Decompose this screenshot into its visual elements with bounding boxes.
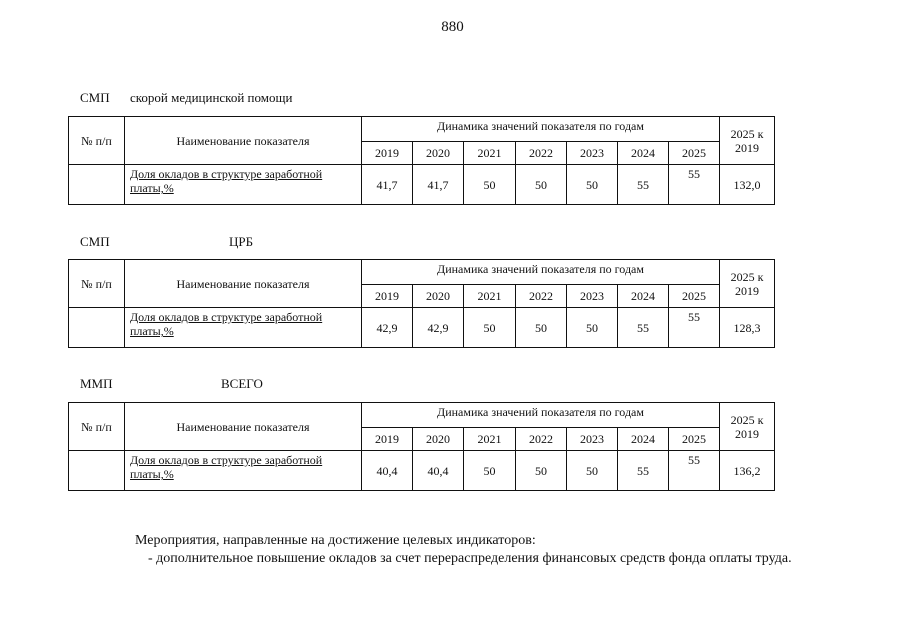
- value-cell: 42,9: [362, 308, 413, 348]
- indicator-name: [125, 165, 362, 205]
- row-num: [69, 165, 125, 205]
- year-header: 2023: [567, 142, 618, 165]
- section-code: ММП: [80, 376, 113, 391]
- header-name: Наименование показателя: [125, 117, 362, 165]
- year-header: 2022: [516, 428, 567, 451]
- measures-item-text: - дополнительное повышение окладов за счет перераспределения финансовых средств фонда оплаты труда.: [148, 551, 792, 566]
- year-header: 2024: [618, 285, 669, 308]
- header-ratio: 2025 к 2019: [720, 260, 775, 308]
- year-header: 2021: [464, 285, 516, 308]
- header-dynamics: Динамика значений показателя по годам: [362, 260, 720, 285]
- section-title: скорой медицинской помощи: [130, 90, 293, 105]
- indicator-table-1: [68, 116, 775, 205]
- ratio-cell: 132,0: [720, 165, 775, 205]
- header-num: № п/п: [69, 260, 125, 308]
- value-cell: 50: [464, 165, 516, 205]
- year-header: 2022: [516, 285, 567, 308]
- value-cell: 50: [567, 165, 618, 205]
- header-ratio: 2025 к 2019: [720, 117, 775, 165]
- row-num: [69, 308, 125, 348]
- year-header: 2019: [362, 142, 413, 165]
- year-header: 2023: [567, 285, 618, 308]
- header-dynamics: Динамика значений показателя по годам: [362, 117, 720, 142]
- value-cell: 42,9: [413, 308, 464, 348]
- section-3-heading: [0, 376, 905, 394]
- value-cell: 41,7: [413, 165, 464, 205]
- indicator-name: [125, 451, 362, 491]
- year-header: 2021: [464, 142, 516, 165]
- section-2-heading: [0, 234, 905, 252]
- value-cell: 50: [464, 451, 516, 491]
- value-cell: 55: [618, 165, 669, 205]
- year-header: 2023: [567, 428, 618, 451]
- section-code: СМП: [80, 234, 110, 249]
- year-header: 2021: [464, 428, 516, 451]
- indicator-name-text: Доля окладов в структуре заработной платы,%: [130, 310, 323, 338]
- value-cell: 50: [516, 308, 567, 348]
- value-cell: 50: [516, 165, 567, 205]
- value-cell: 40,4: [413, 451, 464, 491]
- row-num: [69, 451, 125, 491]
- year-header: 2025: [669, 428, 720, 451]
- year-header: 2020: [413, 285, 464, 308]
- year-header: 2024: [618, 142, 669, 165]
- year-header: 2020: [413, 142, 464, 165]
- year-header: 2019: [362, 285, 413, 308]
- table-row: [69, 451, 775, 491]
- value-cell: 55: [618, 308, 669, 348]
- header-ratio: 2025 к 2019: [720, 403, 775, 451]
- ratio-cell: 128,3: [720, 308, 775, 348]
- value-cell: 50: [464, 308, 516, 348]
- header-num: № п/п: [69, 403, 125, 451]
- section-title: ВСЕГО: [221, 376, 263, 391]
- indicator-table-3: [68, 402, 775, 491]
- page-number: 880: [441, 19, 464, 35]
- ratio-cell: 136,2: [720, 451, 775, 491]
- value-cell: 55: [669, 165, 720, 205]
- year-header: 2025: [669, 142, 720, 165]
- header-dynamics: Динамика значений показателя по годам: [362, 403, 720, 428]
- header-name: Наименование показателя: [125, 403, 362, 451]
- value-cell: 50: [516, 451, 567, 491]
- header-num: № п/п: [69, 117, 125, 165]
- value-cell: 41,7: [362, 165, 413, 205]
- section-1-heading: [0, 90, 905, 108]
- section-title: ЦРБ: [229, 234, 254, 249]
- header-name: Наименование показателя: [125, 260, 362, 308]
- value-cell: 55: [669, 308, 720, 348]
- year-header: 2025: [669, 285, 720, 308]
- value-cell: 40,4: [362, 451, 413, 491]
- value-cell: 55: [669, 451, 720, 491]
- value-cell: 50: [567, 451, 618, 491]
- indicator-table-2: [68, 259, 775, 348]
- year-header: 2020: [413, 428, 464, 451]
- indicator-name-text: Доля окладов в структуре заработной платы,%: [130, 453, 323, 481]
- section-code: СМП: [80, 90, 110, 105]
- indicator-name: [125, 308, 362, 348]
- value-cell: 55: [618, 451, 669, 491]
- year-header: 2024: [618, 428, 669, 451]
- indicator-name-text: Доля окладов в структуре заработной платы,%: [130, 167, 323, 195]
- table-row: [69, 165, 775, 205]
- value-cell: 50: [567, 308, 618, 348]
- year-header: 2022: [516, 142, 567, 165]
- measures-heading-text: Мероприятия, направленные на достижение целевых индикаторов:: [135, 533, 536, 548]
- table-row: [69, 308, 775, 348]
- year-header: 2019: [362, 428, 413, 451]
